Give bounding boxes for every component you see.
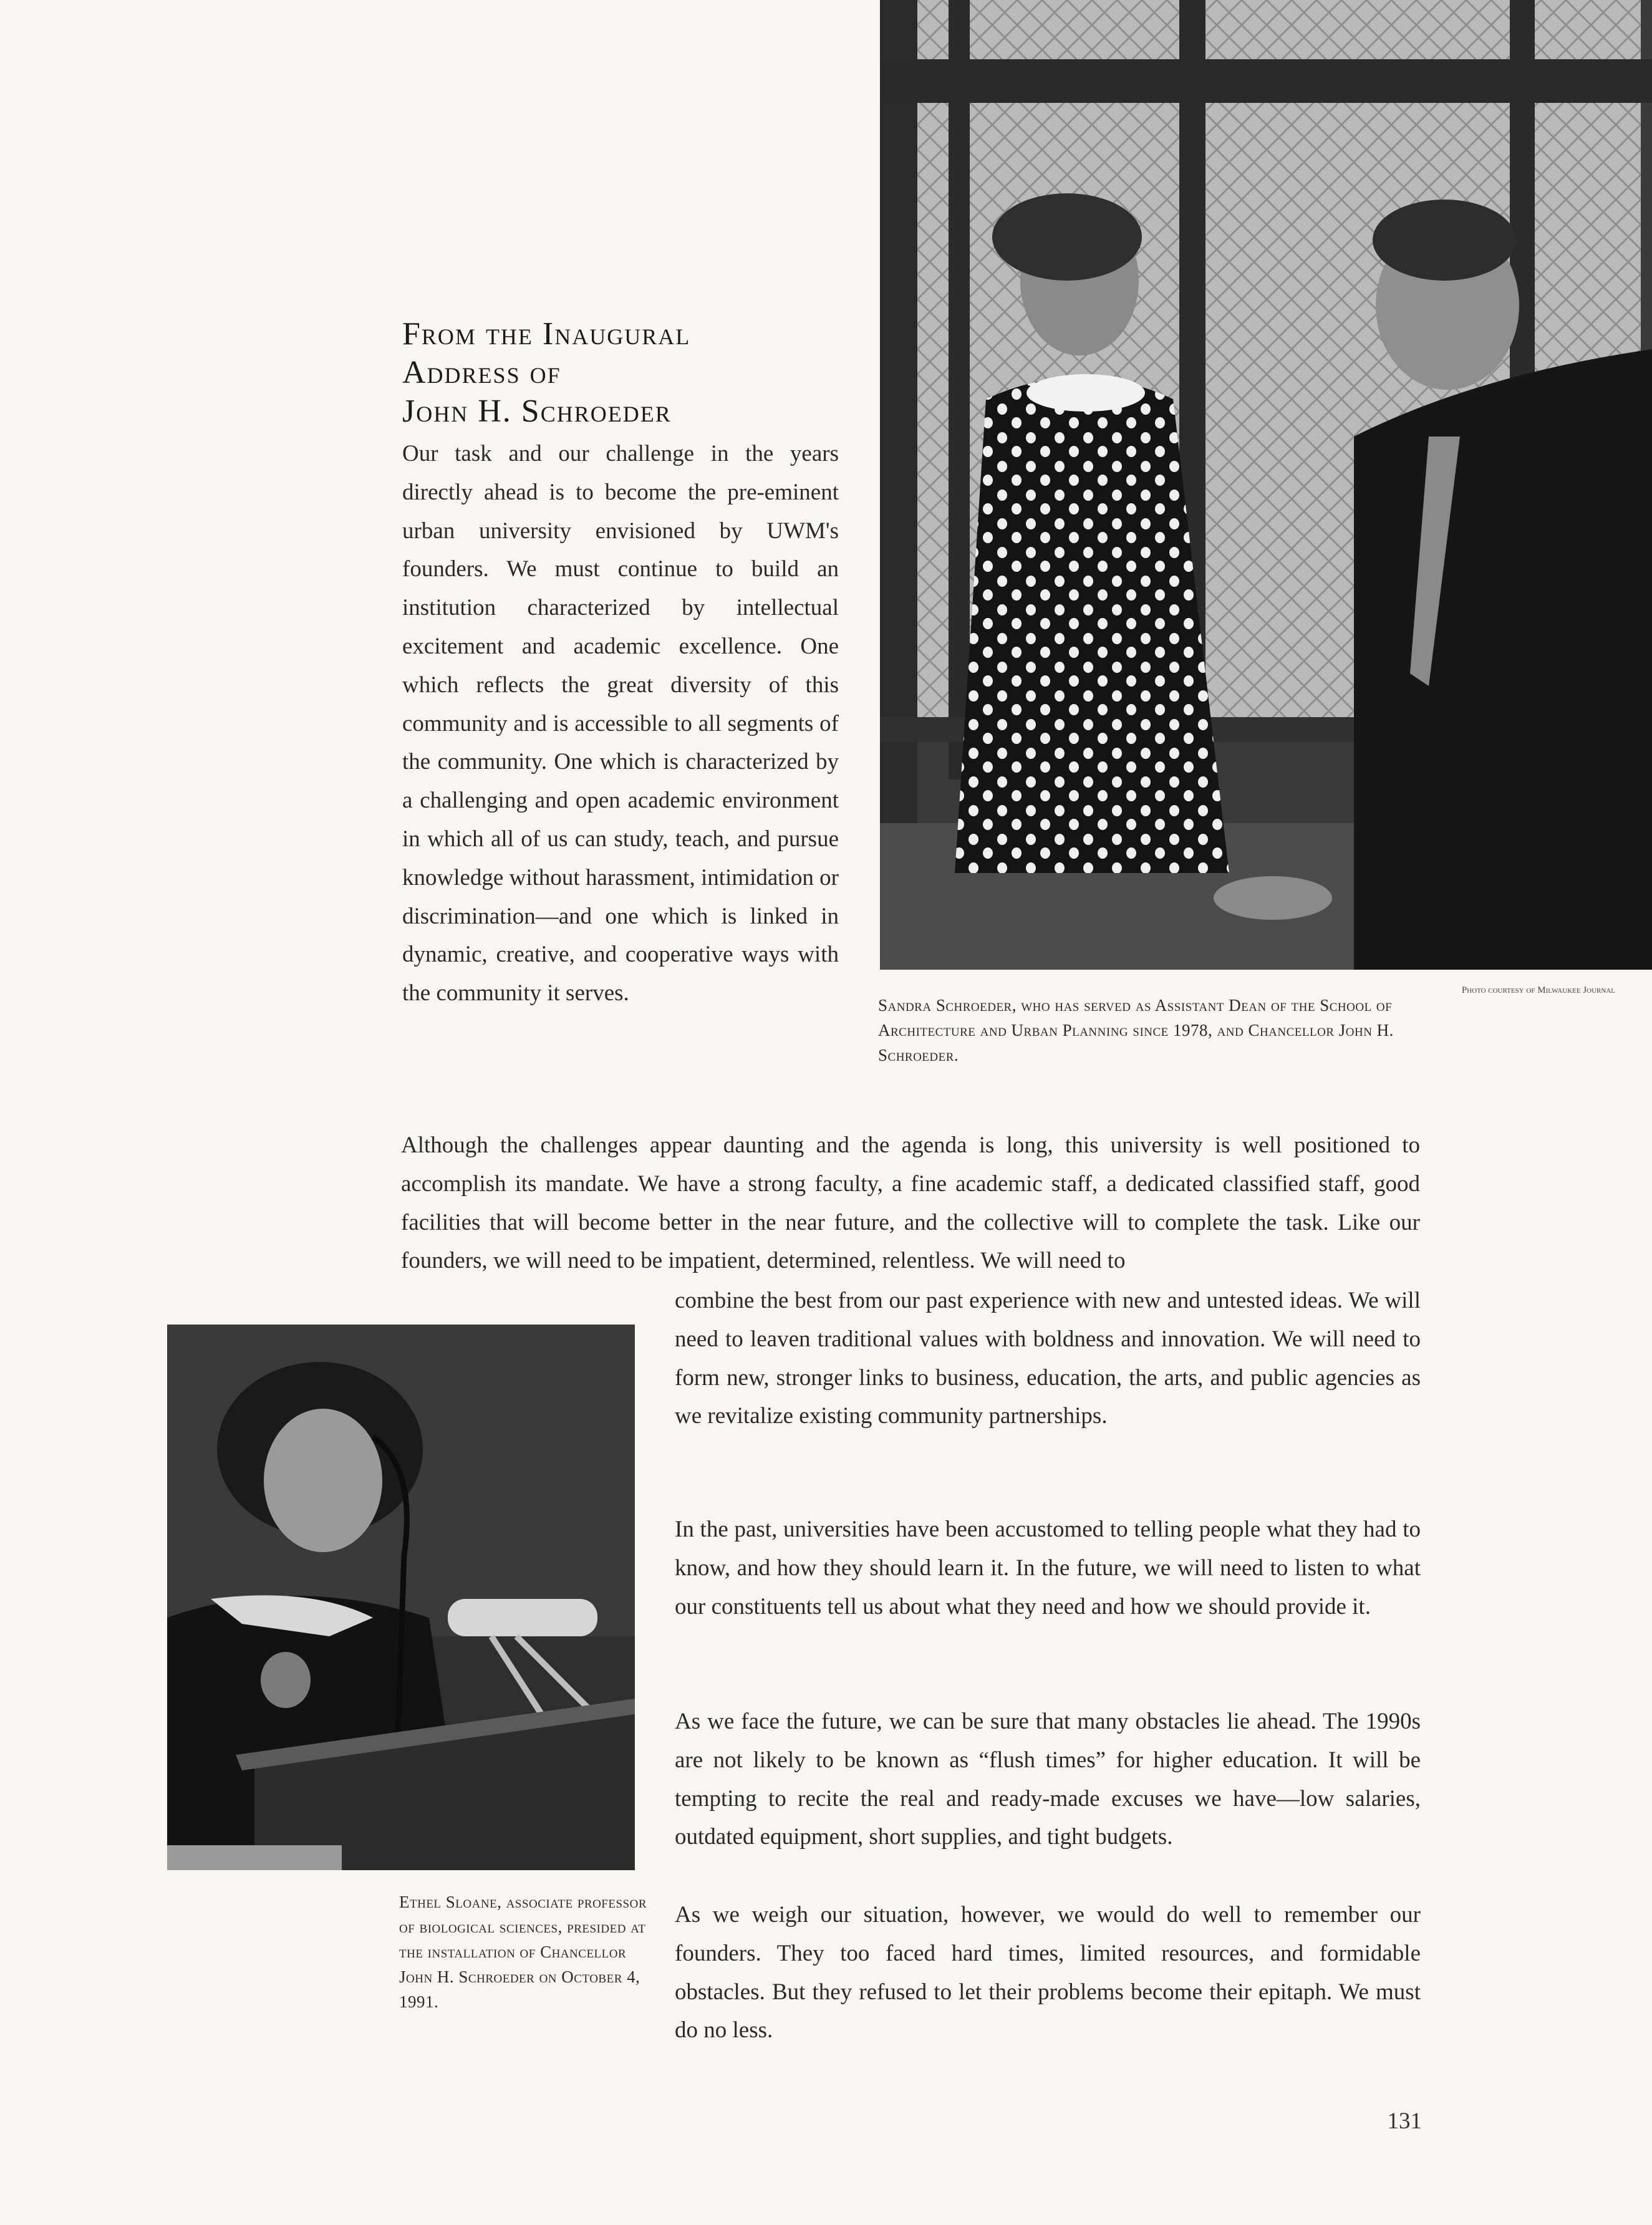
body-paragraph-4: As we weigh our situation, however, we would do well to remember our founders. They too faced hard times, limited resources, and formidable obstacles. But they refused to let their problems become their epitaph. We must do no less. [675,1902,1421,2044]
intro-quote: Our task and our challenge in the years directly ahead is to become the pre-eminent urban university envisioned by UWM's founders. We must continue to build an institution characterized by intellectual excitement and academic excellence. One which reflects the great diversity of this community and is accessible to all segments of the community. One which is characterized by a challenging and open academic environment in which all of us can study, teach, and pursue knowledge without harassment, intimidation or discrimination—and one which is linked in dynamic, creative, and cooperative ways with the community it serves. [402,441,839,1006]
title-line-2: Address of [402,355,561,390]
photo-caption-left: Ethel Sloane, associate professor of biological sciences, presided at the installation of Chancellor John H. Schroeder on October 4, 1991. [399,1893,647,2011]
title-line-1: From the Inaugural [402,316,691,352]
title-line-3: John H. Schroeder [402,393,672,429]
body-paragraph-1-continued: combine the best from our past experience with new and untested ideas. We will need to leaven traditional values with boldness and innovation. We will need to form new, stronger links to business, education, the arts, and public agencies as we revitalize existing community partnerships. [675,1288,1421,1429]
body-paragraph-2: In the past, universities have been accustomed to telling people what they had to know, and how they should learn it. In the future, we will need to listen to what our constituents tell us about what they need and how we should provide it. [675,1517,1421,1619]
photo-schroeders-image [880,0,1652,970]
photo-credit: Photo courtesy of Milwaukee Journal [1461,985,1615,995]
photo-schroeders [880,0,1652,970]
photo-ethel-sloane-image [167,1325,635,1870]
page-number: 131 [1387,2108,1422,2134]
body-paragraph-3: As we face the future, we can be sure that many obstacles lie ahead. The 1990s are not likely to be known as “flush times” for higher education. It will be tempting to recite the real and ready-made excuses we have—low salaries, outdated equipment, short supplies, and tight budgets. [675,1709,1421,1850]
body-paragraph-1: Although the challenges appear daunting and the agenda is long, this university is well positioned to accomplish its mandate. We have a strong faculty, a fine academic staff, a dedicated classified staff, good facilities that will become better in the near future, and the collective will to complete the task. Like our founders, we will need to be impatient, determined, relentless. We will need to [401,1132,1420,1274]
photo-caption-top: Sandra Schroeder, who has served as Assistant Dean of the School of Architecture and Urban Planning since 1978, and Chancellor John H. Schroeder. [878,996,1394,1064]
page-title [402,315,851,431]
photo-ethel-sloane [167,1325,635,1870]
